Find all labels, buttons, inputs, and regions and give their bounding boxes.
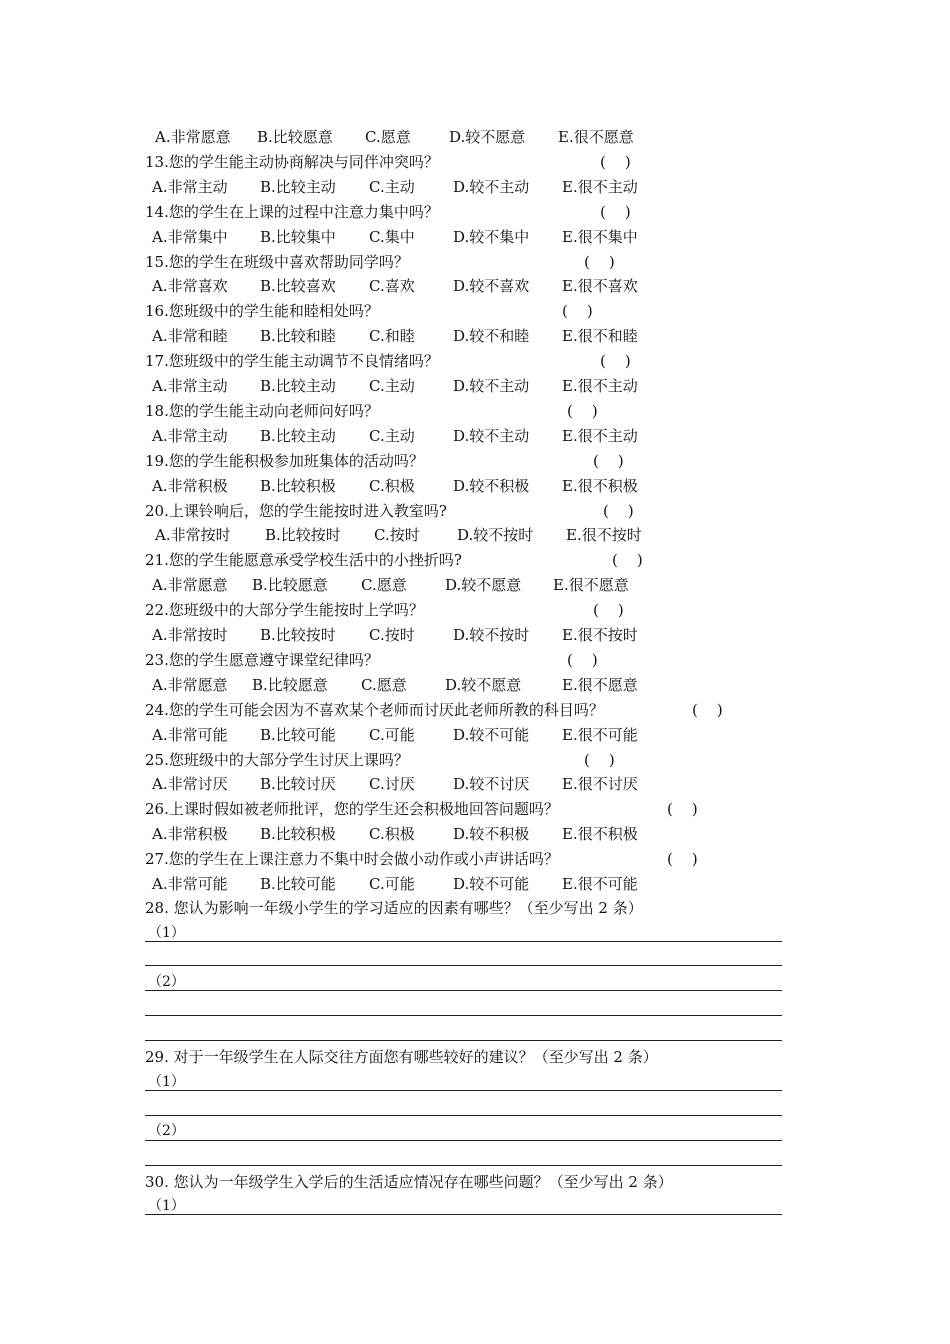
answer-option: A.非常愿意	[155, 128, 231, 146]
answer-line[interactable]	[145, 1115, 782, 1116]
answer-option: C.集中	[369, 227, 415, 246]
question-text: 24.您的学生可能会因为不喜欢某个老师而讨厌此老师所教的科目吗？	[145, 700, 604, 719]
question-text: 16.您班级中的学生能和睦相处吗？	[145, 302, 379, 321]
answer-option: C.主动	[369, 177, 415, 196]
answer-option: C.主动	[369, 377, 415, 395]
answer-option: A.非常集中	[152, 227, 228, 246]
answer-option: E.很不愿意	[558, 128, 634, 146]
question-text: 13.您的学生能主动协商解决与同伴冲突吗？	[145, 152, 439, 171]
answer-blank[interactable]: ( )	[603, 501, 634, 520]
answer-option: A.非常愿意	[152, 576, 228, 595]
answer-option: A.非常积极	[152, 825, 228, 844]
answer-line[interactable]	[145, 1140, 782, 1141]
answer-option: C.可能	[369, 725, 415, 744]
answer-option: A.非常讨厌	[152, 775, 228, 794]
answer-option: E.很不主动	[562, 177, 638, 196]
answer-option: B.比较愿意	[252, 675, 328, 694]
question-text: 14.您的学生在上课的过程中注意力集中吗？	[145, 202, 439, 221]
answer-option: A.非常可能	[152, 725, 228, 744]
answer-option: B.比较积极	[260, 825, 336, 844]
answer-option: B.比较和睦	[260, 327, 336, 346]
question-text: 19.您的学生能积极参加班集体的活动吗？	[145, 451, 424, 470]
question-text: 22.您班级中的大部分学生能按时上学吗？	[145, 601, 424, 620]
answer-option: A.非常可能	[152, 875, 228, 893]
answer-line[interactable]	[145, 1015, 782, 1016]
answer-option: E.很不按时	[566, 526, 642, 545]
question-text: 27.您的学生在上课注意力不集中时会做小动作或小声讲话吗？	[145, 850, 559, 869]
answer-option: A.非常积极	[152, 476, 228, 495]
answer-option: C.按时	[374, 526, 420, 545]
answer-option: C.愿意	[361, 576, 407, 595]
answer-option: A.非常按时	[152, 626, 228, 644]
answer-line[interactable]	[145, 990, 782, 991]
answer-option: D.较不积极	[453, 825, 530, 844]
answer-option: E.很不和睦	[562, 327, 638, 346]
answer-option: E.很不讨厌	[562, 775, 638, 794]
answer-option: D.较不和睦	[453, 327, 530, 346]
answer-blank[interactable]: ( )	[567, 650, 598, 669]
answer-option: B.比较按时	[260, 626, 336, 644]
question-text: 17.您班级中的学生能主动调节不良情绪吗？	[145, 352, 439, 371]
answer-option: A.非常喜欢	[152, 277, 228, 296]
answer-option: A.非常愿意	[152, 675, 228, 694]
question-text: 18.您的学生能主动向老师问好吗？	[145, 401, 379, 420]
answer-option: D.较不喜欢	[453, 277, 530, 296]
answer-option: D.较不愿意	[449, 128, 526, 146]
answer-option: A.非常和睦	[152, 327, 228, 346]
answer-option: E.很不愿意	[562, 675, 638, 694]
answer-option: B.比较积极	[260, 476, 336, 495]
answer-blank[interactable]: ( )	[600, 352, 631, 371]
answer-option: E.很不可能	[562, 875, 638, 893]
answer-label: （2）	[148, 974, 185, 990]
answer-option: B.比较主动	[260, 377, 336, 395]
answer-option: E.很不喜欢	[562, 277, 638, 296]
answer-blank[interactable]: ( )	[600, 152, 631, 171]
answer-option: B.比较按时	[265, 526, 341, 545]
answer-option: E.很不可能	[562, 725, 638, 744]
answer-option: B.比较可能	[260, 875, 336, 893]
answer-option: E.很不积极	[562, 825, 638, 844]
answer-option: D.较不积极	[453, 476, 530, 495]
answer-option: C.主动	[369, 426, 415, 445]
answer-option: B.比较集中	[260, 227, 336, 246]
answer-option: C.喜欢	[369, 277, 415, 296]
answer-option: E.很不集中	[562, 227, 638, 246]
answer-option: D.较不按时	[457, 526, 534, 545]
question-text: 26.上课时假如被老师批评，您的学生还会积极地回答问题吗？	[145, 800, 559, 819]
open-question-text: 30. 您认为一年级学生入学后的生活适应情况存在哪些问题？（至少写出 2 条）	[145, 1173, 673, 1191]
answer-blank[interactable]: ( )	[584, 252, 615, 271]
answer-option: D.较不主动	[453, 177, 530, 196]
answer-line[interactable]	[145, 965, 782, 966]
answer-option: C.积极	[369, 476, 415, 495]
answer-blank[interactable]: ( )	[692, 700, 723, 719]
answer-label: （1）	[148, 1074, 185, 1090]
answer-option: A.非常按时	[155, 526, 231, 545]
answer-option: E.很不主动	[562, 377, 638, 395]
answer-option: E.很不按时	[562, 626, 638, 644]
question-text: 23.您的学生愿意遵守课堂纪律吗？	[145, 650, 379, 669]
answer-blank[interactable]: ( )	[593, 451, 624, 470]
question-text: 21.您的学生能愿意承受学校生活中的小挫折吗?	[145, 551, 462, 570]
answer-option: B.比较喜欢	[260, 277, 336, 296]
answer-option: C.愿意	[365, 128, 411, 146]
open-question-text: 28. 您认为影响一年级小学生的学习适应的因素有哪些？（至少写出 2 条）	[145, 899, 643, 917]
question-text: 15.您的学生在班级中喜欢帮助同学吗？	[145, 252, 409, 271]
answer-line[interactable]	[145, 1040, 782, 1041]
answer-option: B.比较愿意	[257, 128, 333, 146]
answer-option: B.比较讨厌	[260, 775, 336, 794]
answer-option: C.和睦	[369, 327, 415, 346]
answer-blank[interactable]: ( )	[667, 850, 698, 869]
answer-blank[interactable]: ( )	[562, 302, 593, 321]
answer-option: E.很不主动	[562, 426, 638, 445]
answer-option: C.愿意	[361, 675, 407, 694]
answer-blank[interactable]: ( )	[567, 401, 598, 420]
answer-option: C.可能	[369, 875, 415, 893]
answer-option: C.积极	[369, 825, 415, 844]
answer-line[interactable]	[145, 941, 782, 942]
answer-blank[interactable]: ( )	[584, 750, 615, 769]
answer-option: D.较不按时	[453, 626, 530, 644]
answer-line[interactable]	[145, 1214, 782, 1215]
answer-option: D.较不讨厌	[453, 775, 530, 794]
open-question-text: 29. 对于一年级学生在人际交往方面您有哪些较好的建议？（至少写出 2 条）	[145, 1048, 658, 1066]
answer-option: C.讨厌	[369, 775, 415, 794]
answer-option: B.比较主动	[260, 426, 336, 445]
answer-option: D.较不愿意	[445, 675, 522, 694]
answer-option: B.比较可能	[260, 725, 336, 744]
question-text: 20.上课铃响后，您的学生能按时进入教室吗?	[145, 501, 447, 520]
answer-label: （2）	[148, 1123, 185, 1139]
answer-option: D.较不可能	[453, 725, 530, 744]
answer-blank[interactable]: ( )	[600, 202, 631, 221]
answer-option: D.较不可能	[453, 875, 530, 893]
answer-option: E.很不积极	[562, 476, 638, 495]
answer-option: D.较不主动	[453, 426, 530, 445]
answer-option: A.非常主动	[152, 177, 228, 196]
answer-option: C.按时	[369, 626, 415, 644]
answer-label: （1）	[148, 1198, 185, 1214]
answer-blank[interactable]: ( )	[593, 601, 624, 620]
answer-option: B.比较主动	[260, 177, 336, 196]
answer-option: D.较不集中	[453, 227, 530, 246]
answer-blank[interactable]: ( )	[612, 551, 643, 570]
answer-option: A.非常主动	[152, 426, 228, 445]
answer-line[interactable]	[145, 1165, 782, 1166]
answer-blank[interactable]: ( )	[667, 800, 698, 819]
answer-option: D.较不愿意	[445, 576, 522, 595]
answer-option: D.较不主动	[453, 377, 530, 395]
question-text: 25.您班级中的大部分学生讨厌上课吗？	[145, 750, 409, 769]
answer-option: B.比较愿意	[252, 576, 328, 595]
answer-option: E.很不愿意	[553, 576, 629, 595]
answer-option: A.非常主动	[152, 377, 228, 395]
answer-line[interactable]	[145, 1090, 782, 1091]
answer-label: （1）	[148, 925, 185, 941]
